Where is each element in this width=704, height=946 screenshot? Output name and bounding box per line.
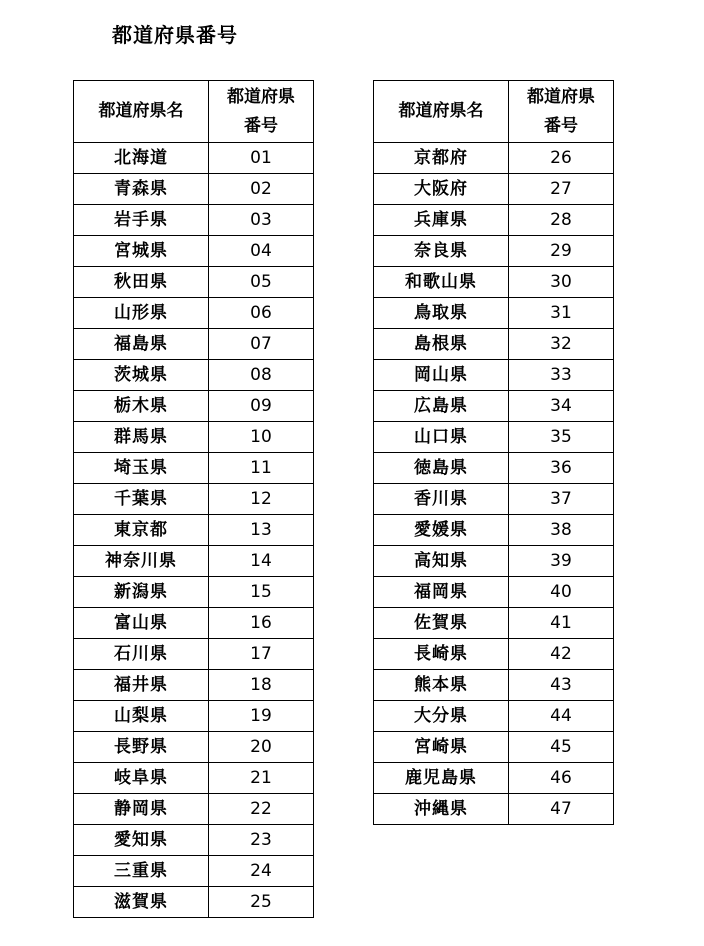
prefecture-code: 09 [209, 391, 314, 422]
prefecture-name: 青森県 [74, 174, 209, 205]
table-row [74, 856, 314, 887]
prefecture-code: 10 [209, 422, 314, 453]
prefecture-name: 石川県 [74, 639, 209, 670]
table-body-left [74, 143, 314, 918]
prefecture-code: 43 [509, 670, 614, 701]
column-header-number: 都道府県番号 [209, 81, 314, 143]
prefecture-code: 20 [209, 732, 314, 763]
prefecture-name: 長野県 [74, 732, 209, 763]
prefecture-name: 福井県 [74, 670, 209, 701]
table-row [74, 391, 314, 422]
prefecture-name: 東京都 [74, 515, 209, 546]
prefecture-code: 11 [209, 453, 314, 484]
prefecture-code: 46 [509, 763, 614, 794]
column-header-number: 都道府県番号 [509, 81, 614, 143]
table-row [74, 298, 314, 329]
prefecture-code: 18 [209, 670, 314, 701]
table-row [374, 484, 614, 515]
prefecture-code: 35 [509, 422, 614, 453]
table-row [74, 143, 314, 174]
prefecture-name: 高知県 [374, 546, 509, 577]
prefecture-name: 兵庫県 [374, 205, 509, 236]
page-title: 都道府県番号 [112, 23, 238, 47]
table-row [74, 670, 314, 701]
prefecture-code: 14 [209, 546, 314, 577]
table-body-right [374, 143, 614, 825]
table-row [374, 143, 614, 174]
column-header-name: 都道府県名 [74, 81, 209, 143]
prefecture-name: 埼玉県 [74, 453, 209, 484]
prefecture-code: 37 [509, 484, 614, 515]
prefecture-name: 香川県 [374, 484, 509, 515]
prefecture-code: 47 [509, 794, 614, 825]
table-row [374, 422, 614, 453]
prefecture-code: 03 [209, 205, 314, 236]
prefecture-code: 38 [509, 515, 614, 546]
prefecture-code: 32 [509, 329, 614, 360]
table-row [374, 763, 614, 794]
prefecture-name: 愛知県 [74, 825, 209, 856]
table-row [374, 546, 614, 577]
table-row [374, 577, 614, 608]
prefecture-code: 01 [209, 143, 314, 174]
prefecture-code: 04 [209, 236, 314, 267]
prefecture-name: 茨城県 [74, 360, 209, 391]
prefecture-name: 宮崎県 [374, 732, 509, 763]
table-row [374, 360, 614, 391]
prefecture-code: 41 [509, 608, 614, 639]
column-header-name: 都道府県名 [374, 81, 509, 143]
table-row [74, 608, 314, 639]
table-row [74, 360, 314, 391]
prefecture-name: 栃木県 [74, 391, 209, 422]
prefecture-code: 07 [209, 329, 314, 360]
prefecture-name: 滋賀県 [74, 887, 209, 918]
prefecture-name: 群馬県 [74, 422, 209, 453]
table-header-row [374, 81, 614, 143]
table-row [74, 484, 314, 515]
prefecture-code: 36 [509, 453, 614, 484]
prefecture-code: 15 [209, 577, 314, 608]
table-row [374, 453, 614, 484]
table-row [74, 174, 314, 205]
table-row [74, 236, 314, 267]
prefecture-name: 京都府 [374, 143, 509, 174]
table-row [74, 267, 314, 298]
prefecture-name: 山形県 [74, 298, 209, 329]
prefecture-name: 岡山県 [374, 360, 509, 391]
prefecture-code: 30 [509, 267, 614, 298]
table-row [374, 701, 614, 732]
prefecture-code: 06 [209, 298, 314, 329]
table-header-row [74, 81, 314, 143]
table-row [74, 422, 314, 453]
prefecture-code: 08 [209, 360, 314, 391]
prefecture-code: 16 [209, 608, 314, 639]
table-row [374, 329, 614, 360]
prefecture-code: 25 [209, 887, 314, 918]
prefecture-code: 21 [209, 763, 314, 794]
prefecture-code: 42 [509, 639, 614, 670]
prefecture-name: 鹿児島県 [374, 763, 509, 794]
table-row [74, 577, 314, 608]
prefecture-name: 北海道 [74, 143, 209, 174]
prefecture-code: 29 [509, 236, 614, 267]
table-row [374, 174, 614, 205]
prefecture-code: 24 [209, 856, 314, 887]
prefecture-name: 神奈川県 [74, 546, 209, 577]
prefecture-code: 02 [209, 174, 314, 205]
table-row [74, 329, 314, 360]
prefecture-name: 鳥取県 [374, 298, 509, 329]
prefecture-code: 05 [209, 267, 314, 298]
prefecture-name: 静岡県 [74, 794, 209, 825]
table-row [74, 701, 314, 732]
prefecture-name: 長崎県 [374, 639, 509, 670]
table-row [374, 639, 614, 670]
table-row [374, 236, 614, 267]
table-row [374, 205, 614, 236]
prefecture-name: 大阪府 [374, 174, 509, 205]
table-row [74, 825, 314, 856]
prefecture-code: 28 [509, 205, 614, 236]
prefecture-code: 17 [209, 639, 314, 670]
table-row [74, 205, 314, 236]
table-row [74, 453, 314, 484]
prefecture-code: 13 [209, 515, 314, 546]
table-row [374, 670, 614, 701]
prefecture-name: 大分県 [374, 701, 509, 732]
prefecture-name: 秋田県 [74, 267, 209, 298]
prefecture-code: 45 [509, 732, 614, 763]
prefecture-name: 岐阜県 [74, 763, 209, 794]
prefecture-code: 23 [209, 825, 314, 856]
prefecture-name: 徳島県 [374, 453, 509, 484]
table-row [374, 298, 614, 329]
prefecture-table-left [73, 80, 314, 918]
prefecture-name: 宮城県 [74, 236, 209, 267]
prefecture-code: 39 [509, 546, 614, 577]
table-row [74, 639, 314, 670]
table-row [374, 608, 614, 639]
prefecture-name: 和歌山県 [374, 267, 509, 298]
prefecture-code: 34 [509, 391, 614, 422]
prefecture-code: 44 [509, 701, 614, 732]
table-row [74, 546, 314, 577]
prefecture-code: 12 [209, 484, 314, 515]
prefecture-name: 新潟県 [74, 577, 209, 608]
prefecture-table-right [373, 80, 614, 825]
table-row [74, 887, 314, 918]
prefecture-name: 沖縄県 [374, 794, 509, 825]
table-row [374, 732, 614, 763]
prefecture-code: 26 [509, 143, 614, 174]
table-row [374, 391, 614, 422]
table-row [74, 515, 314, 546]
prefecture-code: 22 [209, 794, 314, 825]
table-row [374, 794, 614, 825]
prefecture-name: 熊本県 [374, 670, 509, 701]
prefecture-name: 福岡県 [374, 577, 509, 608]
prefecture-code: 19 [209, 701, 314, 732]
table-row [74, 763, 314, 794]
prefecture-code: 33 [509, 360, 614, 391]
prefecture-name: 富山県 [74, 608, 209, 639]
table-row [74, 794, 314, 825]
prefecture-code: 31 [509, 298, 614, 329]
prefecture-name: 奈良県 [374, 236, 509, 267]
prefecture-name: 広島県 [374, 391, 509, 422]
table-row [374, 515, 614, 546]
prefecture-name: 三重県 [74, 856, 209, 887]
table-row [374, 267, 614, 298]
prefecture-name: 山梨県 [74, 701, 209, 732]
prefecture-code: 40 [509, 577, 614, 608]
table-row [74, 732, 314, 763]
prefecture-name: 山口県 [374, 422, 509, 453]
prefecture-name: 佐賀県 [374, 608, 509, 639]
prefecture-code: 27 [509, 174, 614, 205]
prefecture-name: 福島県 [74, 329, 209, 360]
prefecture-name: 島根県 [374, 329, 509, 360]
prefecture-name: 岩手県 [74, 205, 209, 236]
prefecture-name: 愛媛県 [374, 515, 509, 546]
prefecture-name: 千葉県 [74, 484, 209, 515]
